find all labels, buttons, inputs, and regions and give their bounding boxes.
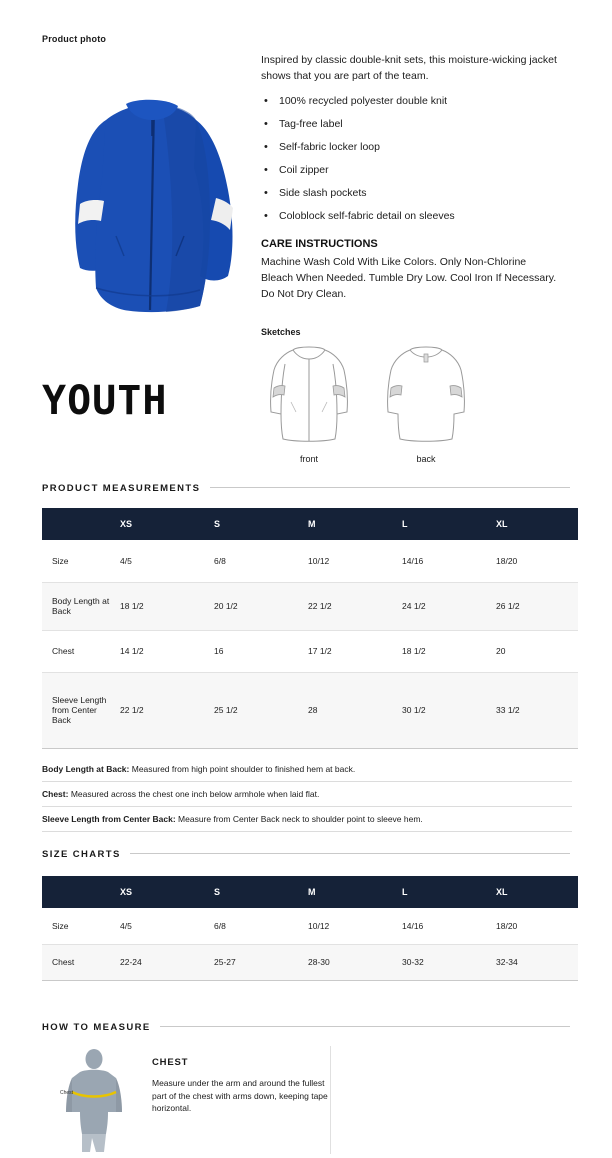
chest-measure-figure-icon	[44, 1048, 144, 1153]
col-header-l: L	[392, 876, 486, 908]
svg-text:Chest: Chest	[60, 1090, 74, 1096]
list-item: • Side slash pockets	[261, 186, 561, 209]
note-text: Measured across the chest one inch below armhole when laid flat.	[68, 789, 320, 799]
cell: 22 1/2	[110, 672, 204, 748]
table-row	[42, 908, 578, 944]
cell: 10/12	[298, 540, 392, 582]
cell: 18 1/2	[110, 582, 204, 630]
size-charts-table	[42, 876, 578, 981]
cell: 18/20	[486, 540, 578, 582]
cell: 4/5	[110, 908, 204, 944]
how-to-measure-heading: HOW TO MEASURE	[42, 1022, 151, 1033]
care-instructions-text: Machine Wash Cold With Like Colors. Only Non-Chlorine Bleach When Needed. Tumble Dry Low. Cool Iron If Necessary. Do Not Dry Clean.	[261, 256, 557, 300]
col-header-s: S	[204, 876, 298, 908]
care-instructions-title: CARE INSTRUCTIONS	[261, 238, 378, 250]
description-intro: Inspired by classic double-knit sets, this moisture-wicking jacket shows that you are part of the team.	[261, 54, 557, 82]
cell: 6/8	[204, 908, 298, 944]
jacket-photo	[44, 58, 244, 313]
note-sleeve-length	[42, 814, 572, 824]
cell: 17 1/2	[298, 630, 392, 672]
cell: 25 1/2	[204, 672, 298, 748]
cell: 16	[204, 630, 298, 672]
cell: 30 1/2	[392, 672, 486, 748]
col-header-m: M	[298, 508, 392, 540]
col-header-xl: XL	[486, 876, 578, 908]
cell: 6/8	[204, 540, 298, 582]
cell: 22 1/2	[298, 582, 392, 630]
row-label: Size	[42, 540, 110, 582]
youth-wordmark: YOUTH	[42, 378, 168, 424]
note-rule	[42, 806, 572, 807]
size-charts-heading: SIZE CHARTS	[42, 849, 121, 860]
section-rule	[210, 487, 570, 488]
note-term: Chest:	[42, 789, 69, 799]
table-row	[42, 944, 578, 980]
sketches-label: Sketches	[261, 327, 301, 337]
cell: 24 1/2	[392, 582, 486, 630]
cell: 32-34	[486, 944, 578, 980]
product-measurements-heading: PRODUCT MEASUREMENTS	[42, 483, 201, 494]
note-chest	[42, 789, 572, 799]
col-header-xs: XS	[110, 876, 204, 908]
list-item: • 100% recycled polyester double knit	[261, 94, 561, 117]
table-row	[42, 630, 578, 672]
col-header-xs: XS	[110, 508, 204, 540]
note-text: Measured from high point shoulder to finished hem at back.	[129, 764, 356, 774]
cell: 14/16	[392, 540, 486, 582]
table-row	[42, 672, 578, 748]
cell: 18 1/2	[392, 630, 486, 672]
note-term: Sleeve Length from Center Back:	[42, 814, 176, 824]
sketch-back-caption: back	[416, 454, 436, 464]
cell: 10/12	[298, 908, 392, 944]
col-header-blank	[42, 876, 110, 908]
row-label: Sleeve Length from Center Back	[42, 672, 110, 748]
cell: 14 1/2	[110, 630, 204, 672]
row-label: Body Length at Back	[42, 582, 110, 630]
list-item: • Coloblock self-fabric detail on sleeves	[261, 209, 561, 232]
note-term: Body Length at Back:	[42, 764, 130, 774]
cell: 26 1/2	[486, 582, 578, 630]
sketch-back-icon	[380, 340, 472, 445]
col-header-l: L	[392, 508, 486, 540]
chest-section-text: Measure under the arm and around the fullest part of the chest with arms down, keeping tape horizontal.	[152, 1078, 328, 1113]
table-row	[42, 582, 578, 630]
note-rule	[42, 781, 572, 782]
section-rule	[160, 1026, 570, 1027]
table-row	[42, 540, 578, 582]
col-header-m: M	[298, 876, 392, 908]
cell: 14/16	[392, 908, 486, 944]
vertical-divider	[330, 1046, 331, 1154]
cell: 4/5	[110, 540, 204, 582]
chest-section-title: CHEST	[152, 1057, 189, 1068]
list-item: • Coil zipper	[261, 163, 561, 186]
row-label: Chest	[42, 630, 110, 672]
cell: 20 1/2	[204, 582, 298, 630]
col-header-s: S	[204, 508, 298, 540]
product-measurements-table	[42, 508, 578, 749]
note-rule	[42, 831, 572, 832]
cell: 28	[298, 672, 392, 748]
list-item: • Tag-free label	[261, 117, 561, 140]
col-header-xl: XL	[486, 508, 578, 540]
list-item: • Self-fabric locker loop	[261, 140, 561, 163]
cell: 30-32	[392, 944, 486, 980]
sketch-front-icon	[263, 340, 355, 445]
product-photo-label: Product photo	[42, 34, 107, 44]
cell: 20	[486, 630, 578, 672]
table-header-row	[42, 508, 578, 540]
cell: 22-24	[110, 944, 204, 980]
cell: 25-27	[204, 944, 298, 980]
col-header-blank	[42, 508, 110, 540]
cell: 18/20	[486, 908, 578, 944]
description-block	[261, 52, 561, 302]
note-body-length	[42, 764, 572, 774]
row-label: Chest	[42, 944, 110, 980]
note-text: Measure from Center Back neck to shoulder point to sleeve hem.	[175, 814, 423, 824]
cell: 33 1/2	[486, 672, 578, 748]
section-rule	[130, 853, 570, 854]
sketch-front-caption: front	[299, 454, 318, 464]
cell: 28-30	[298, 944, 392, 980]
row-label: Size	[42, 908, 110, 944]
feature-list	[261, 94, 561, 232]
table-header-row	[42, 876, 578, 908]
